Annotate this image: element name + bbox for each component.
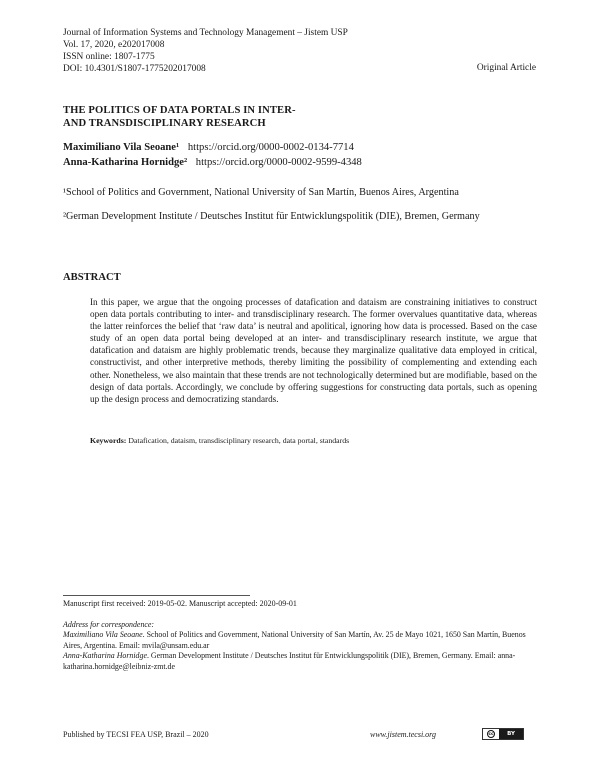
author-orcid-link[interactable]: https://orcid.org/0000-0002-9599-4348	[195, 157, 362, 168]
keywords	[90, 436, 537, 445]
cc-by-area	[499, 729, 523, 739]
title-line-2: AND TRANSDISCIPLINARY RESEARCH	[63, 118, 266, 129]
manuscript-dates: Manuscript first received: 2019-05-02. Manuscript accepted: 2020-09-01	[63, 599, 297, 608]
publisher-footer: Published by TECSI FEA USP, Brazil – 2020	[63, 730, 209, 739]
journal-name: Journal of Information Systems and Technology Management – Jistem USP	[63, 28, 348, 38]
keywords-label: Keywords:	[90, 436, 127, 445]
affiliation: ¹School of Politics and Government, National University of San Martín, Buenos Aires, Argentina	[63, 187, 459, 198]
author-name: Anna-Katharina Hornidge²	[63, 157, 188, 168]
journal-issn: ISSN online: 1807-1775	[63, 52, 155, 62]
cc-by-label: BY	[507, 731, 515, 737]
abstract-text: In this paper, we argue that the ongoing processes of datafication and dataism are constraining initiatives to construct open data portals contributing to inter- and transdisciplinary research. The former overvalues quantitative data, whereas the latter reinforces the belief that ‘raw data’ is neutral and apolitical, ignoring how data is processed. Based on the case study of an open data portal being developed at an inter- and transdisciplinary research institute, we argue that datafication and dataism are highly problematic trends, because they marginalize qualitative data employed in critical, constructivist, and other interpretive methods, thereby limiting the possibility of complementing and extending each other. Nonetheless, we also maintain that these trends are not technologically determined but are modifiable, based on the design of data portals. Accordingly, we conclude by offering suggestions for constructing data portals, such as opening up the design process and democratizing standards.	[90, 297, 537, 404]
correspondence-block	[63, 620, 543, 672]
author-entry	[63, 140, 362, 155]
article-title	[63, 104, 296, 130]
correspondence-address: . School of Politics and Government, National University of San Martín, Av. 25 de Mayo 1021, 1650 San Martín, Buenos Aires, Argentina. Email: mvila@unsam.edu.ar	[63, 630, 526, 650]
author-list	[63, 140, 362, 170]
correspondence-entry	[63, 630, 543, 651]
article-type: Original Article	[476, 63, 536, 73]
correspondence-entry	[63, 651, 543, 672]
correspondence-name: Maximiliano Vila Seoane	[63, 630, 143, 640]
journal-volume: Vol. 17, 2020, e202017008	[63, 40, 165, 50]
correspondence-address: . German Development Institute / Deutsches Institut für Entwicklungspolitik (DIE), Bremen, Germany. Email: anna-katharina.hornidge@leibniz-zmt.de	[63, 651, 516, 671]
abstract-heading: ABSTRACT	[63, 272, 121, 283]
affiliation: ²German Development Institute / Deutsches Institut für Entwicklungspolitik (DIE), Bremen, Germany	[63, 211, 480, 222]
keywords-list: Datafication, dataism, transdisciplinary research, data portal, standards	[128, 436, 350, 445]
creative-commons-badge[interactable]	[482, 728, 524, 740]
correspondence-label: Address for correspondence:	[63, 620, 155, 629]
title-line-1: THE POLITICS OF DATA PORTALS IN INTER-	[63, 105, 296, 116]
cc-logo-area	[483, 729, 499, 739]
journal-website-link[interactable]: www.jistem.tecsi.org	[370, 730, 436, 739]
author-entry	[63, 155, 362, 170]
footnote-divider	[63, 595, 250, 596]
journal-doi: DOI: 10.4301/S1807-1775202017008	[63, 64, 206, 74]
author-orcid-link[interactable]: https://orcid.org/0000-0002-0134-7714	[187, 142, 354, 153]
author-name: Maximiliano Vila Seoane¹	[63, 142, 180, 153]
cc-icon: cc	[488, 731, 494, 737]
journal-header	[63, 27, 348, 75]
correspondence-name: Anna-Katharina Hornidge	[63, 651, 147, 661]
affiliation-list	[63, 186, 480, 234]
